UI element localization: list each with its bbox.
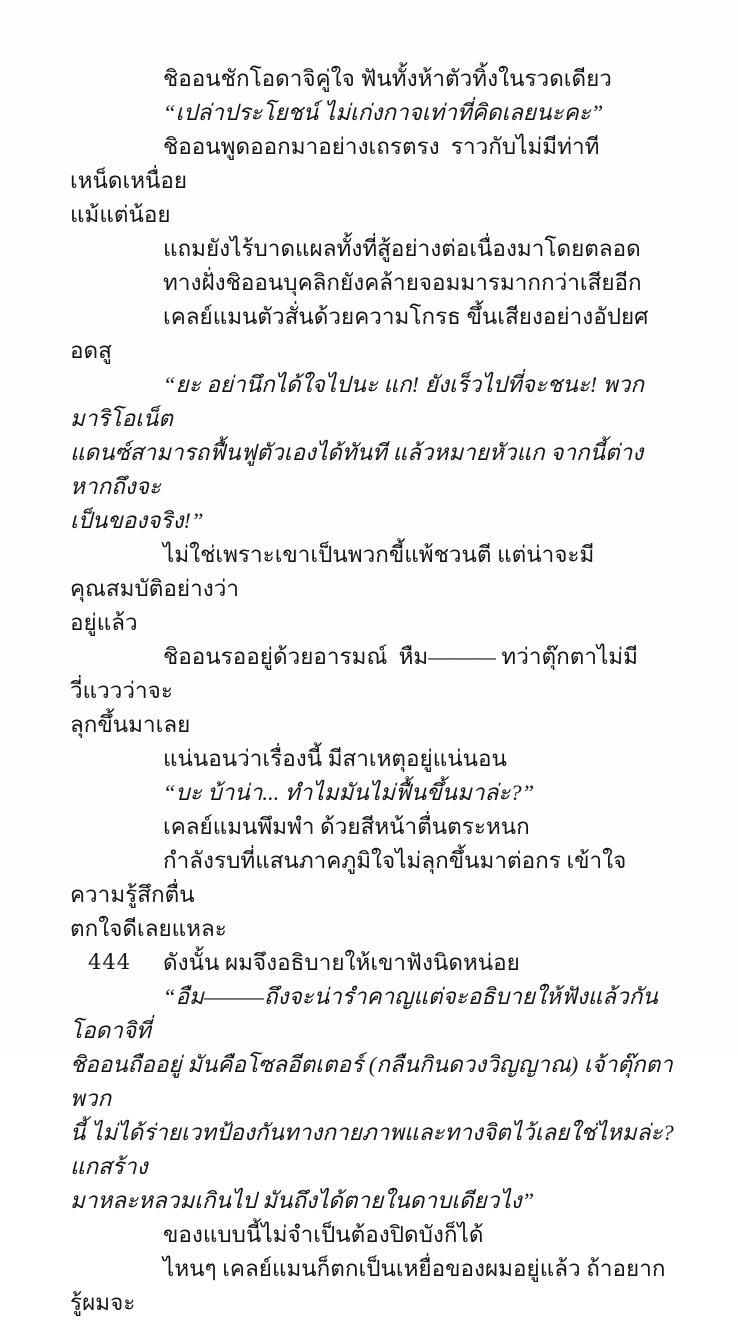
text-line: “บะ บ้าน่า... ทำไมมันไม่ฟื้นขึ้นมาล่ะ?” — [163, 780, 535, 805]
text-line: ตกใจดีเลยแหละ — [70, 916, 227, 941]
text-line: อยู่แล้ว — [70, 610, 138, 635]
text-line: แถมยังไร้บาดแผลทั้งที่สู้อย่างต่อเนื่องมาโดยตลอด — [163, 236, 641, 261]
page-text — [70, 62, 680, 1320]
text-line: กำลังรบที่แสนภาคภูมิใจไม่ลุกขึ้นมาต่อกร เข้าใจความรู้สึกตื่น — [70, 848, 627, 907]
text-line: ไหนๆ เคลย์แมนก็ตกเป็นเหยื่อของผมอยู่แล้ว ถ้าอยากรู้ผมจะ — [70, 1256, 666, 1315]
text-line: แดนซ์สามารถฟื้นฟูตัวเองได้ทันที แล้วหมายหัวแก จากนี้ต่างหากถึงจะ — [70, 440, 644, 499]
text-line: เป็นของจริง!” — [70, 508, 204, 533]
text-line: ชิออนรออยู่ด้วยอารมณ์ หืม——— ทว่าตุ๊กตาไม่มีวี่แววว่าจะ — [70, 644, 638, 703]
text-line: นี้ ไม่ได้ร่ายเวทป้องกันทางกายภาพและทางจิตไว้เลยใช่ไหมล่ะ? แกสร้าง — [70, 1120, 680, 1179]
page-number: 444 — [88, 950, 132, 974]
text-line: ชิออนชักโอดาจิคู่ใจ ฟันทั้งห้าตัวทิ้งในรวดเดียว — [163, 66, 612, 91]
text-line: ไม่ใช่เพราะเขาเป็นพวกขี้แพ้ชวนตี แต่น่าจะมีคุณสมบัติอย่างว่า — [70, 542, 595, 601]
text-line: แม้แต่น้อย — [70, 202, 171, 227]
text-line: ลุกขึ้นมาเลย — [70, 712, 191, 737]
text-line: ทางฝั่งชิออนบุคลิกยังคล้ายจอมมารมากกว่าเสียอีก — [163, 270, 642, 295]
text-line: “อืม———ถึงจะน่ารำคาญแต่จะอธิบายให้ฟังแล้วกัน โอดาจิที่ — [70, 984, 664, 1043]
text-line: “ยะ อย่านึกได้ใจไปนะ แก! ยังเร็วไปที่จะชนะ! พวกมาริโอเน็ต — [70, 372, 644, 431]
text-line: แน่นอนว่าเรื่องนี้ มีสาเหตุอยู่แน่นอน — [163, 746, 507, 771]
text-line: เคลย์แมนตัวสั่นด้วยความโกรธ ขึ้นเสียงอย่างอัปยศอดสู — [70, 304, 649, 363]
text-line: ดังนั้น ผมจึงอธิบายให้เขาฟังนิดหน่อย — [163, 950, 520, 975]
text-line: ชิออนพูดออกมาอย่างเถรตรง ราวกับไม่มีท่าทีเหน็ดเหนื่อย — [70, 134, 600, 193]
text-line: “เปล่าประโยชน์ ไม่เก่งกาจเท่าที่คิดเลยนะคะ” — [163, 100, 604, 125]
text-line: ของแบบนี้ไม่จำเป็นต้องปิดบังก็ได้ — [163, 1222, 484, 1247]
text-line: ชิออนถืออยู่ มันคือโซลอีตเตอร์ (กลืนกินดวงวิญญาณ) เจ้าตุ๊กตาพวก — [70, 1052, 673, 1111]
text-line: เคลย์แมนพึมพำ ด้วยสีหน้าตื่นตระหนก — [163, 814, 530, 839]
text-line: มาหละหลวมเกินไป มันถึงได้ตายในดาบเดียวไง” — [70, 1188, 535, 1213]
